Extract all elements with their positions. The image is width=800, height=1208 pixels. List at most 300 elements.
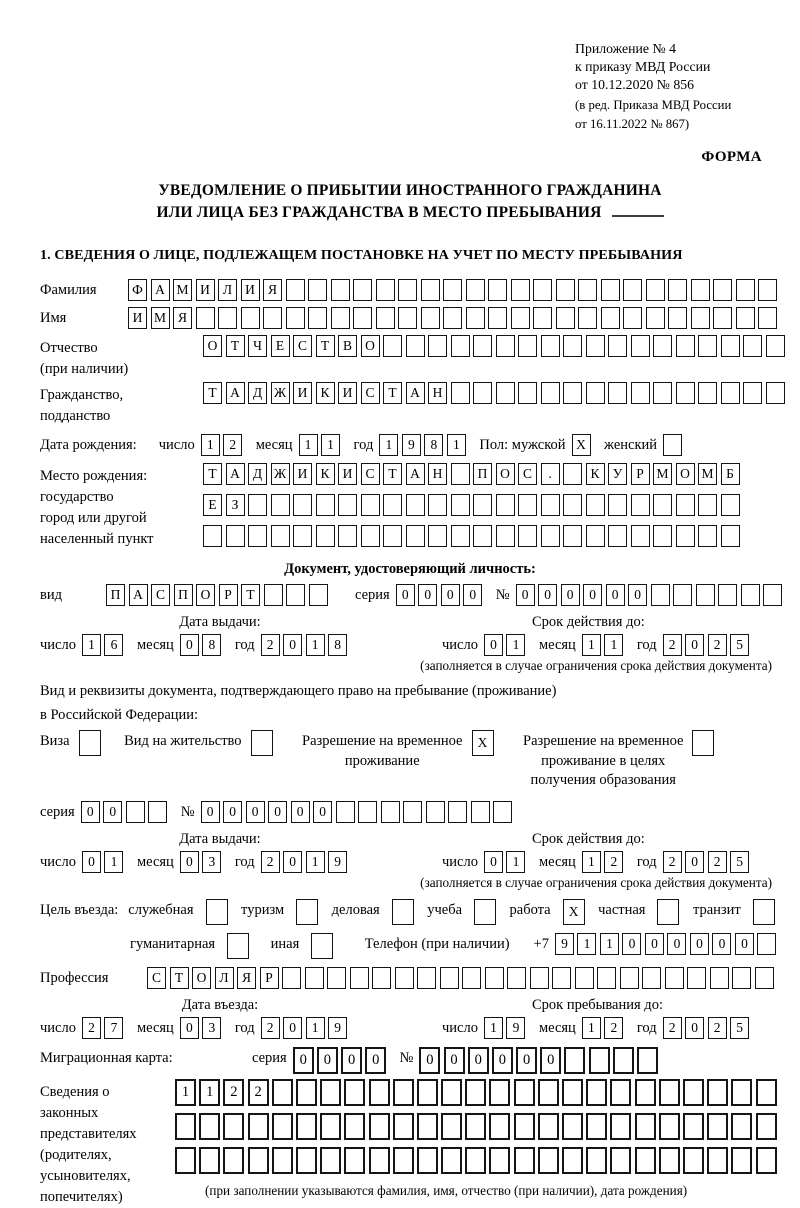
char-box[interactable] [353,279,372,301]
char-box[interactable] [79,730,101,756]
char-box[interactable]: С [361,382,380,404]
char-box[interactable] [344,1147,365,1174]
char-box[interactable] [473,494,492,516]
char-box[interactable]: 9 [328,1017,347,1039]
char-box[interactable] [488,279,507,301]
char-box[interactable]: К [316,463,335,485]
char-box[interactable] [758,279,777,301]
char-box[interactable]: 0 [396,584,415,606]
char-box[interactable] [698,335,717,357]
char-box[interactable] [443,279,462,301]
char-box[interactable]: 1 [604,634,623,656]
char-box[interactable]: 0 [516,1047,537,1074]
char-box[interactable] [756,1079,777,1106]
char-box[interactable]: 0 [419,1047,440,1074]
surname-boxes[interactable] [128,279,781,301]
char-box[interactable] [226,525,245,547]
char-box[interactable] [473,525,492,547]
char-box[interactable] [757,933,776,955]
char-box[interactable]: 0 [180,851,199,873]
char-box[interactable] [683,1147,704,1174]
char-box[interactable]: П [174,584,193,606]
char-box[interactable] [552,967,571,989]
char-box[interactable]: Т [241,584,260,606]
char-box[interactable]: 0 [492,1047,513,1074]
char-box[interactable]: И [196,279,215,301]
until-month-boxes[interactable] [582,1017,627,1039]
char-box[interactable]: 0 [341,1047,362,1074]
char-box[interactable]: 2 [223,434,242,456]
char-box[interactable] [613,1047,634,1074]
char-box[interactable]: 2 [604,851,623,873]
char-box[interactable] [369,1147,390,1174]
char-box[interactable] [562,1147,583,1174]
char-box[interactable] [668,279,687,301]
char-box[interactable] [223,1147,244,1174]
char-box[interactable] [707,1147,728,1174]
char-box[interactable]: М [173,279,192,301]
char-box[interactable]: 0 [538,584,557,606]
char-box[interactable] [441,1113,462,1140]
char-box[interactable]: X [572,434,591,456]
char-box[interactable] [556,279,575,301]
char-box[interactable]: 0 [444,1047,465,1074]
char-box[interactable] [511,307,530,329]
char-box[interactable] [698,382,717,404]
char-box[interactable]: А [406,382,425,404]
char-box[interactable]: 1 [321,434,340,456]
char-box[interactable]: 1 [484,1017,503,1039]
birth-day-boxes[interactable] [201,434,246,456]
char-box[interactable]: 0 [628,584,647,606]
char-box[interactable]: 1 [582,1017,601,1039]
char-box[interactable] [707,1079,728,1106]
char-box[interactable]: П [106,584,125,606]
char-box[interactable]: 0 [365,1047,386,1074]
char-box[interactable]: 1 [379,434,398,456]
stay-issue-year-boxes[interactable] [261,851,351,873]
char-box[interactable]: 0 [441,584,460,606]
char-box[interactable] [320,1147,341,1174]
char-box[interactable] [653,335,672,357]
char-box[interactable]: 9 [328,851,347,873]
char-box[interactable]: X [472,730,494,756]
char-box[interactable] [336,801,355,823]
char-box[interactable]: 0 [180,1017,199,1039]
char-box[interactable]: 0 [606,584,625,606]
char-box[interactable] [721,382,740,404]
char-box[interactable] [631,494,650,516]
char-box[interactable]: 2 [663,1017,682,1039]
char-box[interactable]: 1 [306,634,325,656]
char-box[interactable] [361,525,380,547]
char-box[interactable]: 0 [561,584,580,606]
char-box[interactable]: . [541,463,560,485]
char-box[interactable] [393,1079,414,1106]
char-box[interactable] [196,307,215,329]
char-box[interactable] [586,525,605,547]
char-box[interactable] [556,307,575,329]
char-box[interactable] [466,307,485,329]
char-box[interactable] [563,335,582,357]
char-box[interactable]: X [563,899,585,925]
char-box[interactable] [296,899,318,925]
entry-day-boxes[interactable] [82,1017,127,1039]
stay-valid-month-boxes[interactable] [582,851,627,873]
char-box[interactable]: А [226,463,245,485]
char-box[interactable]: 0 [82,851,101,873]
char-box[interactable]: 0 [540,1047,561,1074]
stay-doc-series-boxes[interactable] [81,801,171,823]
char-box[interactable] [575,967,594,989]
char-box[interactable] [451,382,470,404]
char-box[interactable] [271,494,290,516]
char-box[interactable] [473,382,492,404]
char-box[interactable]: 1 [582,634,601,656]
stay-valid-day-boxes[interactable] [484,851,529,873]
char-box[interactable] [683,1113,704,1140]
char-box[interactable] [406,335,425,357]
char-box[interactable] [493,801,512,823]
char-box[interactable] [426,801,445,823]
char-box[interactable] [541,494,560,516]
char-box[interactable]: 1 [600,933,619,955]
char-box[interactable]: 0 [690,933,709,955]
char-box[interactable] [692,730,714,756]
char-box[interactable] [586,1147,607,1174]
char-box[interactable] [721,525,740,547]
citizenship-boxes[interactable] [203,382,788,404]
char-box[interactable] [710,967,729,989]
char-box[interactable] [642,967,661,989]
char-box[interactable] [676,335,695,357]
char-box[interactable] [731,1079,752,1106]
char-box[interactable] [451,463,470,485]
char-box[interactable]: О [361,335,380,357]
char-box[interactable]: К [586,463,605,485]
char-box[interactable]: 0 [317,1047,338,1074]
char-box[interactable] [707,1113,728,1140]
char-box[interactable]: Ж [271,463,290,485]
char-box[interactable] [668,307,687,329]
char-box[interactable]: 1 [306,1017,325,1039]
char-box[interactable] [286,584,305,606]
char-box[interactable]: 1 [299,434,318,456]
char-box[interactable] [731,1113,752,1140]
representatives-row3-boxes[interactable] [175,1147,780,1174]
char-box[interactable] [465,1147,486,1174]
char-box[interactable]: А [406,463,425,485]
char-box[interactable] [743,335,762,357]
char-box[interactable] [676,525,695,547]
birth-place-row2-boxes[interactable] [203,494,743,516]
char-box[interactable] [398,279,417,301]
char-box[interactable]: 0 [622,933,641,955]
stay-valid-year-boxes[interactable] [663,851,753,873]
char-box[interactable] [635,1113,656,1140]
char-box[interactable] [608,382,627,404]
char-box[interactable]: К [316,382,335,404]
id-valid-year-boxes[interactable] [663,634,753,656]
char-box[interactable] [514,1147,535,1174]
char-box[interactable] [763,584,782,606]
char-box[interactable]: С [293,335,312,357]
char-box[interactable]: М [151,307,170,329]
char-box[interactable] [653,525,672,547]
char-box[interactable] [496,494,515,516]
char-box[interactable]: Я [263,279,282,301]
char-box[interactable] [578,307,597,329]
char-box[interactable]: 0 [667,933,686,955]
char-box[interactable] [637,1047,658,1074]
char-box[interactable] [610,1079,631,1106]
stay-issue-day-boxes[interactable] [82,851,127,873]
char-box[interactable] [659,1147,680,1174]
char-box[interactable] [241,307,260,329]
char-box[interactable] [248,1113,269,1140]
char-box[interactable]: 0 [484,851,503,873]
char-box[interactable]: 3 [202,1017,221,1039]
char-box[interactable] [736,307,755,329]
char-box[interactable] [623,307,642,329]
until-day-boxes[interactable] [484,1017,529,1039]
char-box[interactable] [327,967,346,989]
char-box[interactable] [530,967,549,989]
char-box[interactable] [320,1079,341,1106]
char-box[interactable] [608,335,627,357]
char-box[interactable]: 1 [582,851,601,873]
char-box[interactable] [631,525,650,547]
char-box[interactable] [320,1113,341,1140]
char-box[interactable] [631,335,650,357]
char-box[interactable]: 1 [306,851,325,873]
char-box[interactable]: 0 [685,851,704,873]
stay-issue-month-boxes[interactable] [180,851,225,873]
purpose-other-checkbox[interactable] [311,933,337,959]
id-issue-month-boxes[interactable] [180,634,225,656]
char-box[interactable]: Ч [248,335,267,357]
name-boxes[interactable] [128,307,781,329]
char-box[interactable] [331,279,350,301]
char-box[interactable] [199,1147,220,1174]
char-box[interactable]: 5 [730,634,749,656]
char-box[interactable] [417,1079,438,1106]
char-box[interactable] [620,967,639,989]
char-box[interactable] [305,967,324,989]
char-box[interactable] [350,967,369,989]
char-box[interactable] [676,494,695,516]
char-box[interactable]: А [151,279,170,301]
char-box[interactable]: 0 [103,801,122,823]
char-box[interactable]: 0 [293,1047,314,1074]
char-box[interactable]: 3 [202,851,221,873]
char-box[interactable] [563,382,582,404]
char-box[interactable]: О [496,463,515,485]
char-box[interactable]: 0 [685,1017,704,1039]
char-box[interactable]: 1 [104,851,123,873]
char-box[interactable] [696,584,715,606]
char-box[interactable]: Ф [128,279,147,301]
char-box[interactable] [518,382,537,404]
char-box[interactable] [206,899,228,925]
char-box[interactable] [448,801,467,823]
char-box[interactable] [608,525,627,547]
char-box[interactable]: 5 [730,1017,749,1039]
birth-place-row1-boxes[interactable] [203,463,743,485]
char-box[interactable]: 0 [712,933,731,955]
char-box[interactable] [608,494,627,516]
char-box[interactable]: 7 [104,1017,123,1039]
char-box[interactable]: 2 [261,634,280,656]
char-box[interactable] [421,307,440,329]
purpose-humanitarian-checkbox[interactable] [227,933,253,959]
char-box[interactable] [651,584,670,606]
char-box[interactable]: 0 [735,933,754,955]
char-box[interactable] [485,967,504,989]
char-box[interactable] [403,801,422,823]
char-box[interactable] [635,1147,656,1174]
char-box[interactable] [338,525,357,547]
char-box[interactable]: Л [218,279,237,301]
char-box[interactable] [653,494,672,516]
char-box[interactable]: 0 [283,1017,302,1039]
char-box[interactable] [264,584,283,606]
char-box[interactable]: С [361,463,380,485]
char-box[interactable]: 2 [261,851,280,873]
char-box[interactable] [451,494,470,516]
char-box[interactable] [126,801,145,823]
char-box[interactable] [417,1147,438,1174]
char-box[interactable] [665,967,684,989]
residence-permit-checkbox[interactable] [251,730,277,756]
char-box[interactable] [383,525,402,547]
char-box[interactable] [659,1079,680,1106]
char-box[interactable] [541,335,560,357]
char-box[interactable]: Т [316,335,335,357]
char-box[interactable]: 0 [81,801,100,823]
char-box[interactable] [462,967,481,989]
char-box[interactable] [199,1113,220,1140]
stay-doc-number-boxes[interactable] [201,801,516,823]
char-box[interactable]: 1 [82,634,101,656]
char-box[interactable]: 2 [82,1017,101,1039]
char-box[interactable]: Л [215,967,234,989]
char-box[interactable]: 0 [484,634,503,656]
id-issue-day-boxes[interactable] [82,634,127,656]
char-box[interactable] [218,307,237,329]
char-box[interactable] [316,494,335,516]
id-doc-kind-boxes[interactable] [106,584,331,606]
char-box[interactable] [473,335,492,357]
char-box[interactable] [398,307,417,329]
char-box[interactable] [296,1147,317,1174]
char-box[interactable] [514,1113,535,1140]
id-doc-series-boxes[interactable] [396,584,486,606]
char-box[interactable] [687,967,706,989]
char-box[interactable]: 2 [708,851,727,873]
char-box[interactable]: 0 [418,584,437,606]
char-box[interactable]: 8 [328,634,347,656]
char-box[interactable] [563,525,582,547]
char-box[interactable] [248,1147,269,1174]
char-box[interactable]: И [338,382,357,404]
char-box[interactable] [514,1079,535,1106]
char-box[interactable] [376,279,395,301]
char-box[interactable]: А [129,584,148,606]
char-box[interactable] [282,967,301,989]
char-box[interactable] [441,1147,462,1174]
purpose-work-checkbox[interactable] [563,899,589,925]
char-box[interactable] [713,279,732,301]
char-box[interactable] [372,967,391,989]
char-box[interactable]: В [338,335,357,357]
char-box[interactable]: 0 [468,1047,489,1074]
char-box[interactable] [518,525,537,547]
char-box[interactable] [296,1113,317,1140]
char-box[interactable]: 1 [506,851,525,873]
char-box[interactable] [428,525,447,547]
purpose-tourism-checkbox[interactable] [296,899,322,925]
char-box[interactable] [331,307,350,329]
char-box[interactable]: 0 [283,634,302,656]
char-box[interactable]: 9 [506,1017,525,1039]
char-box[interactable] [610,1113,631,1140]
char-box[interactable] [369,1079,390,1106]
char-box[interactable] [338,494,357,516]
char-box[interactable] [736,279,755,301]
char-box[interactable] [428,494,447,516]
char-box[interactable] [466,279,485,301]
id-issue-year-boxes[interactable] [261,634,351,656]
char-box[interactable]: 0 [268,801,287,823]
char-box[interactable]: 9 [402,434,421,456]
migration-number-boxes[interactable] [419,1047,661,1074]
char-box[interactable] [489,1079,510,1106]
char-box[interactable] [659,1113,680,1140]
char-box[interactable] [646,307,665,329]
temp-residence-checkbox[interactable] [472,730,498,756]
char-box[interactable]: 1 [506,634,525,656]
char-box[interactable] [766,335,785,357]
char-box[interactable]: 0 [180,634,199,656]
char-box[interactable] [589,1047,610,1074]
char-box[interactable] [496,525,515,547]
char-box[interactable] [406,525,425,547]
char-box[interactable] [417,1113,438,1140]
char-box[interactable] [272,1147,293,1174]
char-box[interactable]: Т [226,335,245,357]
char-box[interactable] [428,335,447,357]
char-box[interactable]: Т [383,463,402,485]
char-box[interactable] [451,525,470,547]
char-box[interactable] [489,1113,510,1140]
char-box[interactable] [488,307,507,329]
char-box[interactable] [586,382,605,404]
char-box[interactable] [562,1079,583,1106]
char-box[interactable]: 9 [555,933,574,955]
char-box[interactable]: И [128,307,147,329]
id-valid-day-boxes[interactable] [484,634,529,656]
char-box[interactable]: 8 [202,634,221,656]
char-box[interactable]: 0 [645,933,664,955]
char-box[interactable]: С [518,463,537,485]
char-box[interactable]: 0 [291,801,310,823]
char-box[interactable] [451,335,470,357]
char-box[interactable] [175,1113,196,1140]
char-box[interactable] [586,335,605,357]
char-box[interactable] [610,1147,631,1174]
char-box[interactable] [511,279,530,301]
